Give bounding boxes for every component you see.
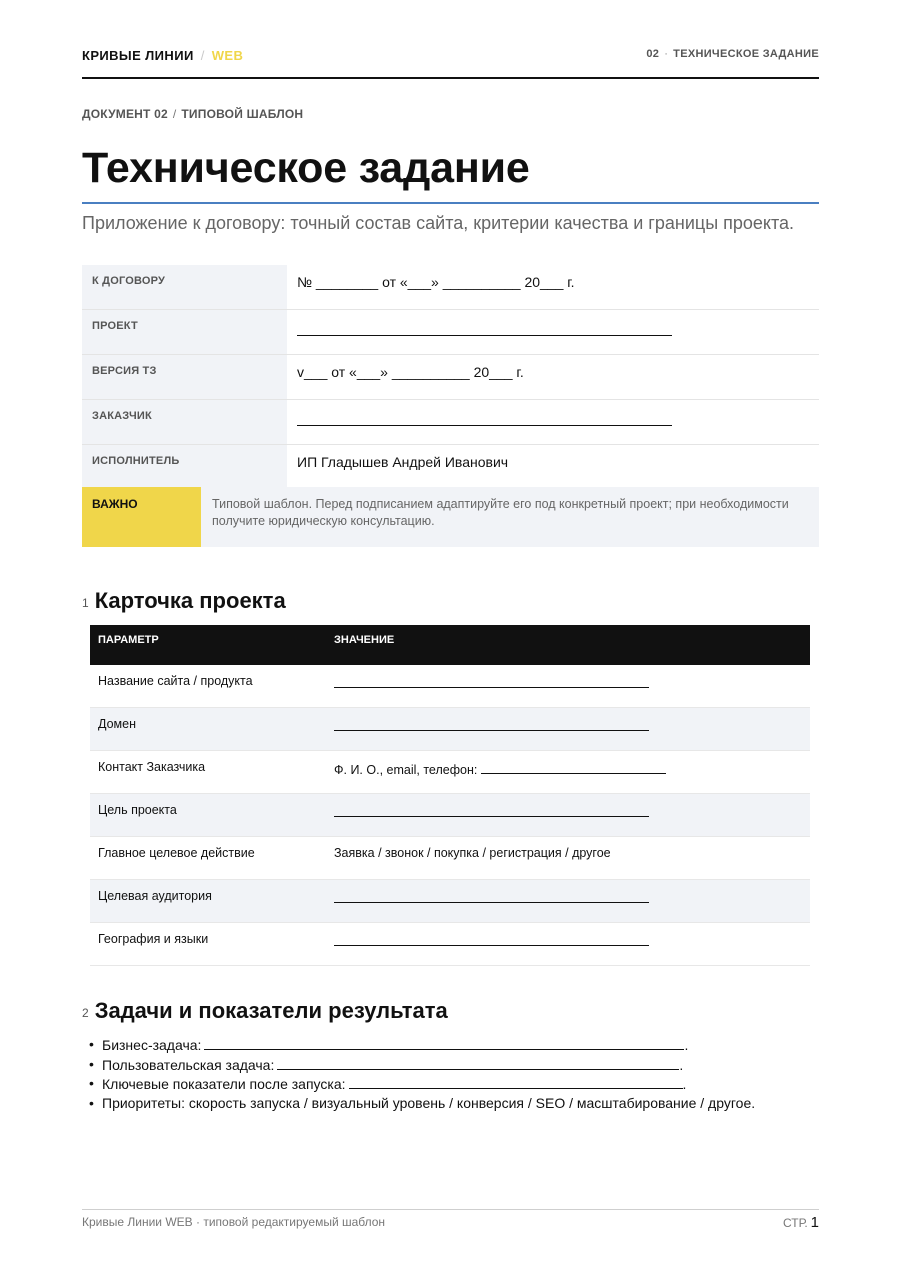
item-label: Бизнес-задача: (102, 1037, 202, 1053)
document-header (82, 0, 819, 79)
column-header-param: ПАРАМЕТР (98, 634, 159, 646)
item-label: Ключевые показатели после запуска: (102, 1076, 346, 1092)
breadcrumb-template: ТИПОВОЙ ШАБЛОН (181, 107, 304, 121)
notice-text: Типовой шаблон. Перед подписанием адаптируйте его под конкретный проект; при необходимости получите юридическую консультацию. (212, 497, 789, 528)
breadcrumb (82, 107, 819, 121)
meta-row-customer (82, 400, 819, 445)
value-cell[interactable] (326, 751, 810, 793)
blank-line (334, 932, 649, 946)
brand-accent: WEB (211, 48, 244, 63)
page-number: 1 (810, 1214, 819, 1231)
section-number: 2 (82, 1006, 89, 1020)
param-cell: География и языки (98, 932, 209, 946)
footer-text: Кривые Линии WEB · типовой редактируемый шаблон (82, 1215, 386, 1229)
contract-meta-table (82, 265, 819, 490)
value-cell[interactable] (326, 665, 810, 707)
doc-number: 02 (646, 48, 660, 60)
blank-line (297, 319, 672, 336)
meta-row-contractor (82, 445, 819, 490)
blank-line (297, 409, 672, 426)
meta-value[interactable]: ИП Гладышев Андрей Иванович (297, 454, 509, 470)
document-footer (82, 1209, 819, 1240)
meta-value[interactable]: № ________ от «___» __________ 20___ г. (297, 274, 575, 290)
value-cell[interactable] (326, 794, 810, 836)
blank-line (334, 803, 649, 817)
item-label: Пользовательская задача: (102, 1056, 275, 1073)
brand-separator: / (200, 48, 205, 63)
blank-line (349, 1074, 683, 1089)
meta-key: ЗАКАЗЧИК (82, 400, 287, 444)
breadcrumb-document: ДОКУМЕНТ 02 (82, 107, 168, 121)
table-row (90, 880, 810, 923)
meta-key: ВЕРСИЯ ТЗ (82, 355, 287, 399)
meta-row-contract (82, 265, 819, 310)
section-heading-2 (82, 998, 819, 1024)
section-title: Карточка проекта (94, 588, 286, 613)
meta-key: ПРОЕКТ (82, 310, 287, 354)
table-row (90, 923, 810, 966)
blank-line (481, 760, 666, 774)
value-cell[interactable] (326, 880, 810, 922)
document-reference (646, 48, 819, 60)
page-subtitle: Приложение к договору: точный состав сайта, критерии качества и границы проекта. (82, 213, 795, 233)
goals-list (89, 1035, 809, 1113)
item-end: . (684, 1037, 689, 1053)
page-title: Техническое задание (82, 138, 819, 204)
meta-key: ИСПОЛНИТЕЛЬ (82, 445, 287, 489)
table-header (90, 625, 810, 665)
list-item[interactable] (89, 1035, 809, 1055)
meta-row-version (82, 355, 819, 400)
table-row (90, 751, 810, 794)
param-cell: Домен (98, 717, 137, 731)
breadcrumb-separator: / (172, 107, 177, 121)
blank-line (334, 674, 649, 688)
list-item[interactable] (89, 1074, 809, 1094)
notice-tag: ВАЖНО (82, 487, 201, 547)
item-label: Приоритеты: скорость запуска / визуальный уровень / конверсия / SEO / масштабирование / другое. (102, 1094, 756, 1111)
blank-line (334, 717, 649, 731)
param-cell: Название сайта / продукта (98, 674, 253, 688)
meta-key: К ДОГОВОРУ (82, 265, 287, 309)
brand-logo (82, 48, 243, 63)
table-row (90, 794, 810, 837)
section-title: Задачи и показатели результата (94, 998, 448, 1023)
important-notice (82, 487, 819, 547)
section-heading-1 (82, 588, 819, 614)
table-row (90, 837, 810, 880)
project-card-table (90, 625, 810, 966)
param-cell: Главное целевое действие (98, 846, 255, 860)
blank-line (334, 889, 649, 903)
list-item[interactable] (89, 1055, 809, 1075)
blank-line (277, 1055, 679, 1070)
list-item[interactable] (89, 1094, 809, 1114)
doc-ref-title: ТЕХНИЧЕСКОЕ ЗАДАНИЕ (673, 48, 819, 60)
item-end: . (682, 1076, 687, 1092)
param-cell: Целевая аудитория (98, 889, 212, 903)
param-cell: Контакт Заказчика (98, 760, 206, 774)
page-indicator (783, 1214, 819, 1231)
item-end: . (679, 1056, 684, 1073)
value-cell[interactable] (326, 708, 810, 750)
value-cell[interactable]: Заявка / звонок / покупка / регистрация / другое (334, 846, 611, 860)
meta-value-blank[interactable] (287, 310, 819, 354)
value-text: Ф. И. О., email, телефон: (334, 763, 478, 777)
meta-value[interactable]: v___ от «___» __________ 20___ г. (297, 364, 524, 380)
value-cell[interactable] (326, 923, 810, 965)
table-row (90, 708, 810, 751)
page-label: СТР. (782, 1216, 808, 1230)
table-row (90, 665, 810, 708)
column-header-value: ЗНАЧЕНИЕ (334, 634, 395, 646)
meta-row-project (82, 310, 819, 355)
doc-ref-separator: · (664, 48, 669, 60)
blank-line (204, 1035, 684, 1050)
param-cell: Цель проекта (98, 803, 177, 817)
meta-value-blank[interactable] (287, 400, 819, 444)
section-number: 1 (82, 596, 89, 610)
brand-name: КРИВЫЕ ЛИНИИ (82, 48, 194, 63)
